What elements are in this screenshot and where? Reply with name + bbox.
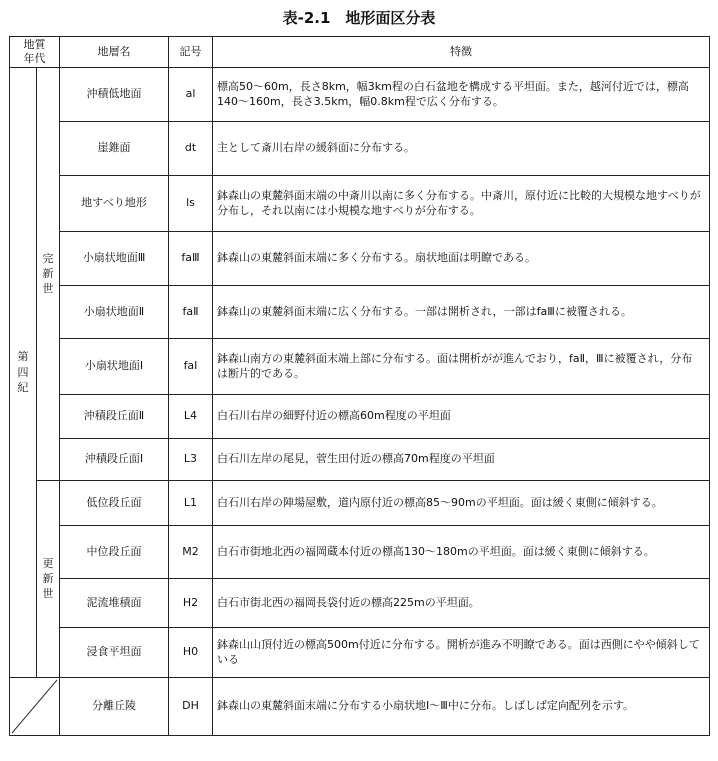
unit-code: ls xyxy=(169,176,213,232)
header-row xyxy=(10,37,710,68)
table-row xyxy=(10,68,710,122)
era-pleistocene: 更新世 xyxy=(37,481,60,678)
header-symbol: 記号 xyxy=(169,37,213,68)
header-era: 地質年代 xyxy=(10,37,60,68)
unit-name: 地すべり地形 xyxy=(60,176,169,232)
table-row xyxy=(10,439,710,481)
unit-code: faⅡ xyxy=(169,286,213,339)
unit-code: L1 xyxy=(169,481,213,526)
unit-name: 分離丘陵 xyxy=(60,678,169,736)
table-row xyxy=(10,395,710,439)
unit-code: faⅢ xyxy=(169,232,213,286)
unit-feature: 標高50～60m，長さ8km，幅3km程の白石盆地を構成する平坦面。また，越河付近では，標高140～160m，長さ3.5km，幅0.8km程で広く分布する。 xyxy=(213,68,710,122)
unit-feature: 鉢森山山頂付近の標高500m付近に分布する。開析が進み不明瞭である。面は西側にやや傾斜している xyxy=(213,628,710,678)
unit-name: 低位段丘面 xyxy=(60,481,169,526)
table-row xyxy=(10,122,710,176)
unit-code: H2 xyxy=(169,579,213,628)
unit-code: L3 xyxy=(169,439,213,481)
table-title: 表-2.1 地形面区分表 xyxy=(282,9,436,27)
unit-feature: 白石川右岸の陣場屋敷，道内原付近の標高85～90mの平坦面。面は緩く東側に傾斜する。 xyxy=(213,481,710,526)
unit-feature: 鉢森山の東麓斜面末端に分布する小扇状地Ⅰ～Ⅲ中に分布。しばしば定向配列を示す。 xyxy=(213,678,710,736)
unit-feature: 主として斎川右岸の緩斜面に分布する。 xyxy=(213,122,710,176)
unit-feature: 白石川左岸の尾見，菅生田付近の標高70m程度の平坦面 xyxy=(213,439,710,481)
unit-code: M2 xyxy=(169,526,213,579)
unit-feature: 鉢森山の東麓斜面末端に多く分布する。扇状地面は明瞭である。 xyxy=(213,232,710,286)
table-row xyxy=(10,481,710,526)
unit-name: 浸食平坦面 xyxy=(60,628,169,678)
diagonal-line xyxy=(10,678,59,735)
table-row xyxy=(10,339,710,395)
unit-feature: 白石川右岸の細野付近の標高60m程度の平坦面 xyxy=(213,395,710,439)
era-quaternary: 第四紀 xyxy=(10,68,37,678)
header-feature: 特徴 xyxy=(213,37,710,68)
landform-classification-table xyxy=(9,36,710,736)
unit-name: 小扇状地面Ⅲ xyxy=(60,232,169,286)
unit-name: 崖錐面 xyxy=(60,122,169,176)
unit-feature: 白石市街地北西の福岡蔵本付近の標高130～180mの平坦面。面は緩く東側に傾斜する。 xyxy=(213,526,710,579)
unit-name: 沖積低地面 xyxy=(60,68,169,122)
era-blank-diagonal xyxy=(10,678,60,736)
table-row xyxy=(10,579,710,628)
unit-name: 小扇状地面Ⅱ xyxy=(60,286,169,339)
unit-feature: 鉢森山南方の東麓斜面末端上部に分布する。面は開析がが進んでおり，faⅡ，Ⅲに被覆され，分布は断片的である。 xyxy=(213,339,710,395)
unit-feature: 白石市街北西の福岡長袋付近の標高225mの平坦面。 xyxy=(213,579,710,628)
table-row xyxy=(10,176,710,232)
table-row xyxy=(10,232,710,286)
unit-name: 沖積段丘面Ⅱ xyxy=(60,395,169,439)
unit-code: H0 xyxy=(169,628,213,678)
unit-code: dt xyxy=(169,122,213,176)
table-row xyxy=(10,678,710,736)
header-unit: 地層名 xyxy=(60,37,169,68)
unit-name: 中位段丘面 xyxy=(60,526,169,579)
era-holocene: 完新世 xyxy=(37,68,60,481)
unit-name: 小扇状地面Ⅰ xyxy=(60,339,169,395)
unit-code: DH xyxy=(169,678,213,736)
unit-feature: 鉢森山の東麓斜面末端に広く分布する。一部は開析され，一部はfaⅢに被覆される。 xyxy=(213,286,710,339)
unit-code: L4 xyxy=(169,395,213,439)
table-row xyxy=(10,286,710,339)
unit-code: al xyxy=(169,68,213,122)
table-row xyxy=(10,526,710,579)
unit-feature: 鉢森山の東麓斜面末端の中斎川以南に多く分布する。中斎川，原付近に比較的大規模な地すべりが分布し，それ以南には小規模な地すべりが分布する。 xyxy=(213,176,710,232)
table-row xyxy=(10,628,710,678)
unit-name: 泥流堆積面 xyxy=(60,579,169,628)
unit-name: 沖積段丘面Ⅰ xyxy=(60,439,169,481)
unit-code: faⅠ xyxy=(169,339,213,395)
